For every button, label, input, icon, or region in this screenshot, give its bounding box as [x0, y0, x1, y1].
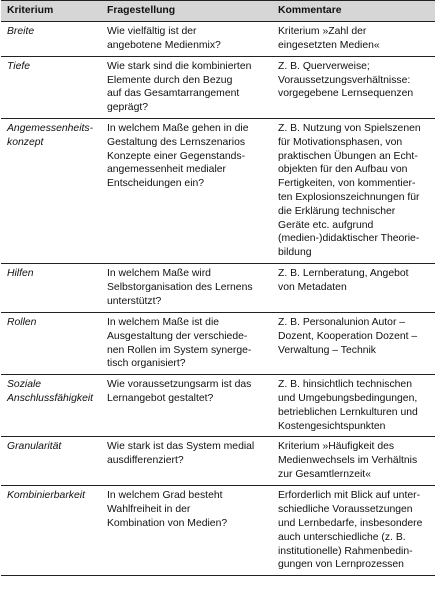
- cell-kommentar: Z. B. hinsichtlich technischen und Umgebungsbedingungen, betrieblichen Lernkulturen und Kostengesichtspunkten: [272, 375, 435, 437]
- cell-kriterium: Angemessenheits- konzept: [1, 118, 101, 263]
- cell-fragestellung: Wie vielfältig ist der angebotene Medienmix?: [101, 21, 272, 56]
- cell-kriterium: Soziale Anschlussfähigkeit: [1, 375, 101, 437]
- header-fragestellung: Fragestellung: [101, 1, 272, 22]
- cell-kommentar: Kriterium »Häufigkeit des Medienwechsels im Verhältnis zur Gesamtlernzeit«: [272, 437, 435, 486]
- table-body: [1, 21, 435, 575]
- table-header: [1, 1, 435, 22]
- cell-kriterium: Breite: [1, 21, 101, 56]
- header-kommentare: Kommentare: [272, 1, 435, 22]
- cell-kommentar: Erforderlich mit Blick auf unter- schiedliche Voraussetzungen und Lernbedarfe, insbesondere auch unterschiedliche (z. B. institutionelle) Rahmenbedin- gungen von Lernprozessen: [272, 486, 435, 576]
- cell-fragestellung: In welchem Maße ist die Ausgestaltung der verschiede- nen Rollen im System synerge- tisch organisiert?: [101, 312, 272, 374]
- cell-kriterium: Kombinierbarkeit: [1, 486, 101, 576]
- cell-kommentar: Kriterium »Zahl der eingesetzten Medien«: [272, 21, 435, 56]
- table-row: [1, 263, 435, 312]
- cell-kommentar: Z. B. Lernberatung, Angebot von Metadaten: [272, 263, 435, 312]
- table-row: [1, 118, 435, 263]
- cell-kommentar: Z. B. Querverweise; Voraussetzungsverhältnisse: vorgegebene Lernsequenzen: [272, 56, 435, 118]
- header-row: [1, 1, 435, 22]
- table-row: [1, 486, 435, 576]
- cell-fragestellung: Wie voraussetzungsarm ist das Lernangebot gestaltet?: [101, 375, 272, 437]
- table-row: [1, 437, 435, 486]
- criteria-table: [1, 0, 435, 576]
- cell-kriterium: Granularität: [1, 437, 101, 486]
- cell-fragestellung: Wie stark sind die kombinierten Elemente durch den Bezug auf das Gesamtarrangement geprägt?: [101, 56, 272, 118]
- cell-fragestellung: In welchem Maße gehen in die Gestaltung des Lernszenarios Konzepte einer Gegenstands- angemessenheit medialer Entscheidungen ein?: [101, 118, 272, 263]
- cell-fragestellung: In welchem Maße wird Selbstorganisation des Lernens unterstützt?: [101, 263, 272, 312]
- table-row: [1, 375, 435, 437]
- header-kriterium: Kriterium: [1, 1, 101, 22]
- cell-kriterium: Hilfen: [1, 263, 101, 312]
- cell-kriterium: Tiefe: [1, 56, 101, 118]
- cell-kommentar: Z. B. Nutzung von Spielszenen für Motivationsphasen, von praktischen Übungen an Echt- objekten für den Aufbau von Fertigkeiten, von kommentier- ten Explosionszeichnungen für die Erklärung technischer Geräte etc. aufgrund (medien-)didaktischer Theorie- bildung: [272, 118, 435, 263]
- cell-fragestellung: Wie stark ist das System medial ausdifferenziert?: [101, 437, 272, 486]
- cell-kriterium: Rollen: [1, 312, 101, 374]
- cell-fragestellung: In welchem Grad besteht Wahlfreiheit in der Kombination von Medien?: [101, 486, 272, 576]
- table-row: [1, 21, 435, 56]
- cell-kommentar: Z. B. Personalunion Autor – Dozent, Kooperation Dozent – Verwaltung – Technik: [272, 312, 435, 374]
- table-row: [1, 56, 435, 118]
- table-row: [1, 312, 435, 374]
